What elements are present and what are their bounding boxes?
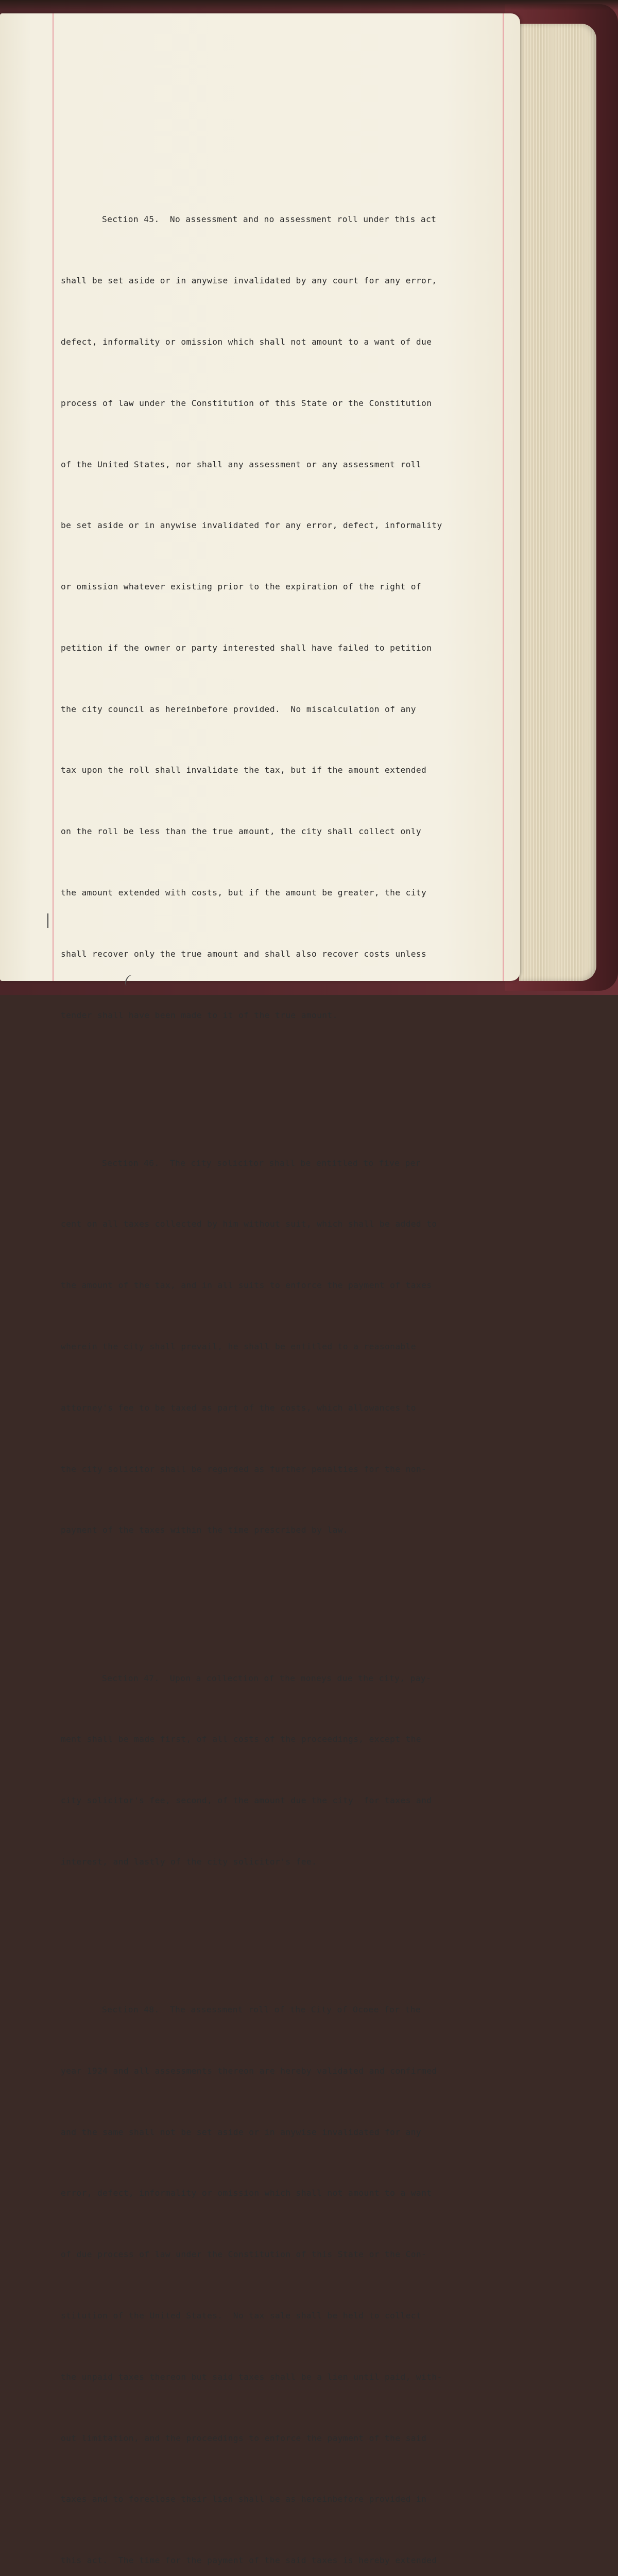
text-line: city solicitor's fee, second, of the amount due the city for taxes and xyxy=(61,1795,432,1806)
text-line: payment of the taxes within the time prescribed by law. xyxy=(61,1525,349,1535)
text-line: of the United States, nor shall any assessment or any assessment roll xyxy=(61,459,422,469)
text-line: and the same shall not be set aside or in anywise invalidated for any xyxy=(61,2127,422,2137)
text-line: attorney's fee to be taxed as part of the costs, which allowances to xyxy=(61,1402,416,1413)
text-line: tax upon the roll shall invalidate the tax, but if the amount extended xyxy=(61,765,427,775)
text-line: ment shall be made first, of all costs of the proceedings, except the xyxy=(61,1734,422,1744)
typed-text-block xyxy=(61,128,504,2576)
margin-pencil-mark xyxy=(47,913,48,928)
text-line: interest, and lastly of the city solicitor's fee. xyxy=(61,1856,317,1867)
left-margin-rule xyxy=(53,13,54,981)
text-line: the unpaid taxes thereon but said taxes shall be a lien until paid, with- xyxy=(61,2371,442,2382)
text-line: the amount extended with costs, but if the amount be greater, the city xyxy=(61,887,427,897)
text-line: shall be set aside or in anywise invalidated by any court for any error, xyxy=(61,276,437,286)
text-line: of due process of law under the Constitution of this State or the Con- xyxy=(61,2249,427,2260)
text-line: tender shall have been made to it of the true amount. xyxy=(61,1010,338,1020)
text-line: be set aside or in anywise invalidated for any error, defect, informality xyxy=(61,520,442,531)
text-line: or omission whatever existing prior to the expiration of the right of xyxy=(61,582,422,592)
section-45-paragraph xyxy=(61,168,504,1066)
text-line: cent on all taxes collected by him without suit, which shall be added to xyxy=(61,1219,437,1229)
text-line: defect, informality or omission which shall not amount to a want of due xyxy=(61,336,432,347)
text-line: year 1924 and all assessments thereon are hereby validated and confirmed xyxy=(61,2065,437,2076)
text-line: this act. The time for the payment of the said taxes is hereby extended xyxy=(61,2555,437,2566)
text-line: stitution of the United States. No tax sale shall be held to collect xyxy=(61,2310,422,2320)
text-line: Section 46. The city solicitor shall be entitled to five per xyxy=(102,1158,421,1168)
text-line: Section 48. The assessment roll of the City of Ocoee for the xyxy=(102,2005,421,2015)
text-line: the amount of the tax, and in all suits to enforce the payment of taxes xyxy=(61,1280,432,1291)
section-47-paragraph xyxy=(61,1627,504,1912)
text-line: error, defect, informality or omission which shall not amount to a want xyxy=(61,2188,432,2198)
page-stack-edge xyxy=(519,24,596,981)
top-shadow xyxy=(0,0,618,10)
text-line: out limitation, and the proceedings to enforce the payment of the said xyxy=(61,2433,427,2443)
text-line: process of law under the Constitution of this State or the Constitution xyxy=(61,398,432,408)
text-line: Section 45. No assessment and no assessment roll under this act xyxy=(102,214,437,225)
text-line: Section 47. Upon a collection of the moneys due the city, pay- xyxy=(102,1673,432,1683)
section-46-paragraph xyxy=(61,1112,504,1582)
text-line: wherein the city shall prevail, he shall be entitled to a reasonable xyxy=(61,1342,416,1352)
text-line: taxes and to foreclose their lien shall be as hereinbefore provided in xyxy=(61,2494,427,2504)
text-line: on the roll be less than the true amount, the city shall collect only xyxy=(61,826,422,837)
text-line: shall recover only the true amount and shall also recover costs unless xyxy=(61,948,427,959)
text-line: the city council as hereinbefore provided. No miscalculation of any xyxy=(61,704,416,714)
text-line: petition if the owner or party interested shall have failed to petition xyxy=(61,642,432,653)
text-line: the city solicitor shall be regarded as further penalties for the non- xyxy=(61,1464,427,1474)
section-48-paragraph xyxy=(61,1959,504,2576)
